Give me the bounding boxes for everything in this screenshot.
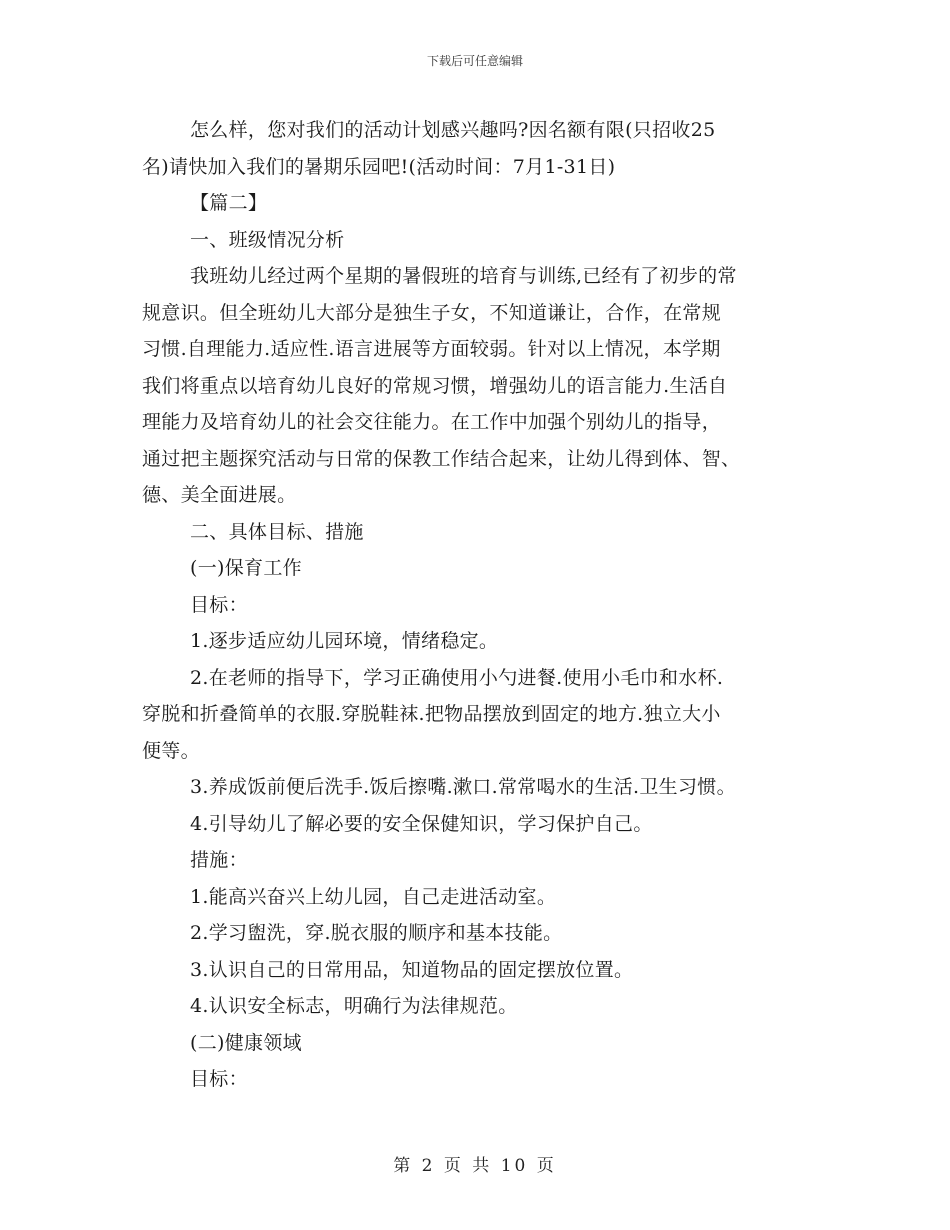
document-body	[142, 112, 814, 1098]
text-line: 怎么样，您对我们的活动计划感兴趣吗?因名额有限(只招收25	[190, 119, 716, 141]
text-line: 习惯.自理能力.适应性.语言进展等方面较弱。针对以上情况，本学期	[142, 338, 721, 360]
text-line: 3.养成饭前便后洗手.饭后擦嘴.漱口.常常喝水的生活.卫生习惯。	[190, 776, 736, 798]
page-footer: 第 2 页 共 10 页	[393, 1156, 557, 1176]
text-line: 便等。	[142, 739, 200, 762]
text-line: 我班幼儿经过两个星期的暑假班的培育与训练,已经有了初步的常	[190, 265, 737, 287]
text-line: 1.能高兴奋兴上幼儿园，自己走进活动室。	[190, 885, 557, 908]
text-line: 目标：	[190, 593, 248, 616]
text-line: 4.引导幼儿了解必要的安全保健知识，学习保护自己。	[190, 812, 653, 835]
text-line: 名)请快加入我们的暑期乐园吧!(活动时间：7月1-31日)	[142, 155, 616, 178]
text-line: 3.认识自己的日常用品，知道物品的固定摆放位置。	[190, 958, 634, 981]
text-line: 德、美全面进展。	[142, 484, 297, 506]
text-line: 2.学习盥洗，穿.脱衣服的顺序和基本技能。	[190, 922, 563, 944]
text-line: 一、班级情况分析	[190, 228, 345, 251]
text-line: 通过把主题探究活动与日常的保教工作结合起来，让幼儿得到体、智、	[142, 447, 741, 470]
text-line: 2.在老师的指导下，学习正确使用小勺进餐.使用小毛巾和水杯.	[190, 666, 724, 689]
text-line: (二)健康领域	[190, 1031, 302, 1054]
text-line: 二、具体目标、措施	[190, 520, 364, 543]
text-line: (一)保育工作	[190, 557, 302, 579]
text-line: 措施：	[190, 849, 248, 871]
text-line: 4.认识安全标志，明确行为法律规范。	[190, 995, 518, 1017]
text-line: 【篇二】	[190, 192, 268, 214]
page-header: 下载后可任意编辑	[426, 54, 523, 68]
text-line: 穿脱和折叠简单的衣服.穿脱鞋袜.把物品摆放到固定的地方.独立大小	[142, 703, 721, 725]
text-line: 规意识。但全班幼儿大部分是独生子女，不知道谦让，合作，在常规	[142, 301, 722, 324]
text-line: 我们将重点以培育幼儿良好的常规习惯，增强幼儿的语言能力.生活自	[142, 374, 728, 397]
text-line: 理能力及培育幼儿的社会交往能力。在工作中加强个别幼儿的指导，	[142, 411, 722, 433]
text-line: 1.逐步适应幼儿园环境，情绪稳定。	[190, 630, 499, 652]
text-line: 目标：	[190, 1068, 248, 1090]
